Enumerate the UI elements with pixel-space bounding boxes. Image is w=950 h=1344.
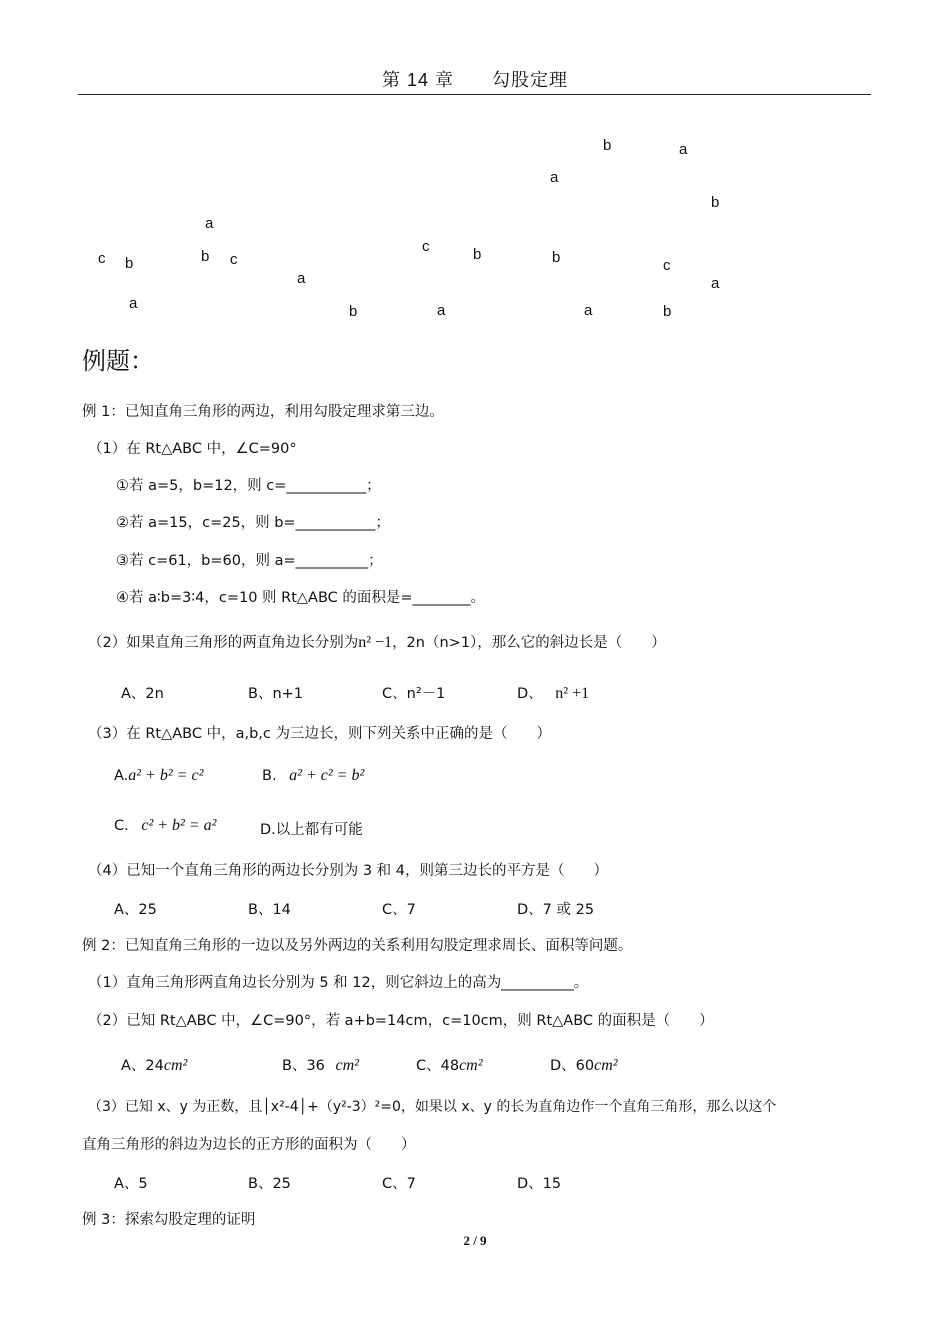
- ex1-q2-text-end: ，2n（n>1），那么它的斜边长是（ ）: [392, 635, 666, 651]
- ex1-q1-item: ③若 c=61，b=60，则 a=__________；: [116, 553, 383, 569]
- option-b: B、n+1: [248, 686, 304, 702]
- figure-label: a: [129, 295, 138, 312]
- option-d-math: n² +1: [555, 685, 590, 702]
- option-d: D.以上都有可能: [260, 822, 363, 838]
- figure-label: b: [125, 255, 134, 272]
- ex2-q3-line2: 直角三角形的斜边为边长的正方形的面积为（ ）: [82, 1137, 416, 1153]
- header-rule: [78, 94, 871, 95]
- ex2-q2: （2）已知 Rt△ABC 中，∠C=90°，若 a+b=14cm，c=10cm，则 Rt△ABC 的面积是（ ）: [88, 1013, 714, 1029]
- ex1-q1-item: ①若 a=5，b=12，则 c=___________；: [116, 478, 381, 494]
- figure-label: b: [603, 137, 612, 154]
- ex2-q1: （1）直角三角形两直角边长分别为 5 和 12，则它斜边上的高为__________。: [88, 975, 589, 991]
- figure-label: b: [201, 248, 210, 265]
- option-c: C、n²－1: [382, 686, 446, 702]
- ex1-q4: （4）已知一个直角三角形的两边长分别为 3 和 4，则第三边长的平方是（ ）: [88, 863, 609, 879]
- option-a: A、5: [114, 1176, 148, 1192]
- option-b: B、14: [248, 902, 291, 918]
- example-1-title: 例 1：已知直角三角形的两边，利用勾股定理求第三边。: [82, 404, 444, 420]
- option-a-label: A.: [114, 768, 129, 784]
- ex1-q1: （1）在 Rt△ABC 中，∠C=90°: [88, 441, 297, 457]
- option-c-label: C.: [114, 818, 129, 834]
- ex1-q2: [88, 631, 666, 652]
- ex2-q3-line1: （3）已知 x、y 为正数，且│x²-4│+（y²-3）²=0，如果以 x、y 的长为直角边作一个直角三角形，那么以这个: [88, 1099, 777, 1115]
- option-b-math: a² + c² = b²: [289, 767, 365, 784]
- unit-math: cm²: [594, 1057, 618, 1074]
- option-d: D、15: [517, 1176, 562, 1192]
- page-header: 第 14 章 勾股定理: [381, 70, 569, 90]
- figure-label: c: [422, 238, 430, 255]
- option-c: C、7: [382, 902, 416, 918]
- option-a: [114, 767, 203, 785]
- option-b-label: B.: [262, 768, 277, 784]
- option-d: D、7 或 25: [517, 902, 595, 918]
- option-c: [114, 817, 216, 835]
- option-c-label: C、48: [416, 1058, 460, 1074]
- figure-label: a: [297, 270, 306, 287]
- figure-label: a: [437, 302, 446, 319]
- figure-label: b: [663, 303, 672, 320]
- option-a: A、25: [114, 902, 157, 918]
- option-c: [416, 1054, 483, 1075]
- ex1-q1-item: ④若 a∶b=3∶4，c=10 则 Rt△ABC 的面积是=________。: [116, 590, 486, 606]
- figure-label: a: [550, 169, 559, 186]
- figure-label: c: [230, 251, 238, 268]
- example-3-title: 例 3：探索勾股定理的证明: [82, 1212, 256, 1228]
- option-b: B、25: [248, 1176, 291, 1192]
- option-a: [121, 1054, 187, 1075]
- page-number: 2 / 9: [463, 1233, 487, 1248]
- option-d-label: D、60: [550, 1058, 595, 1074]
- section-title: 例题：: [82, 347, 154, 375]
- unit-math: cm²: [163, 1057, 188, 1074]
- ex1-q2-text: （2）如果直角三角形的两直角边长分别为: [88, 635, 359, 651]
- unit-math: cm²: [335, 1057, 359, 1074]
- figure-label: b: [349, 303, 358, 320]
- option-a-math: a² + b² = c²: [128, 767, 204, 784]
- figure-label: b: [473, 246, 482, 263]
- option-a: A、2n: [121, 686, 164, 702]
- ex1-q2-math: n² −1: [358, 634, 393, 651]
- option-b-label: B、36: [282, 1058, 325, 1074]
- option-d-label: D、: [517, 686, 543, 702]
- option-c: C、7: [382, 1176, 416, 1192]
- option-d: [517, 682, 589, 703]
- figure-label: a: [205, 215, 214, 232]
- option-b: [282, 1054, 359, 1075]
- figure-label: a: [679, 141, 688, 158]
- option-d: [550, 1054, 618, 1075]
- ex1-q1-item: ②若 a=15，c=25，则 b=___________；: [116, 515, 390, 531]
- figure-label: b: [711, 194, 720, 211]
- option-c-math: c² + b² = a²: [141, 817, 217, 834]
- option-b: [262, 767, 364, 785]
- ex1-q3: （3）在 Rt△ABC 中，a,b,c 为三边长，则下列关系中正确的是（ ）: [88, 726, 551, 742]
- unit-math: cm²: [459, 1057, 483, 1074]
- figure-label: c: [663, 257, 671, 274]
- option-a-label: A、24: [121, 1058, 164, 1074]
- figure-label: a: [584, 302, 593, 319]
- figure-label: c: [98, 250, 106, 267]
- figure-label: b: [552, 249, 561, 266]
- example-2-title: 例 2：已知直角三角形的一边以及另外两边的关系利用勾股定理求周长、面积等问题。: [82, 938, 633, 954]
- figure-label: a: [711, 275, 720, 292]
